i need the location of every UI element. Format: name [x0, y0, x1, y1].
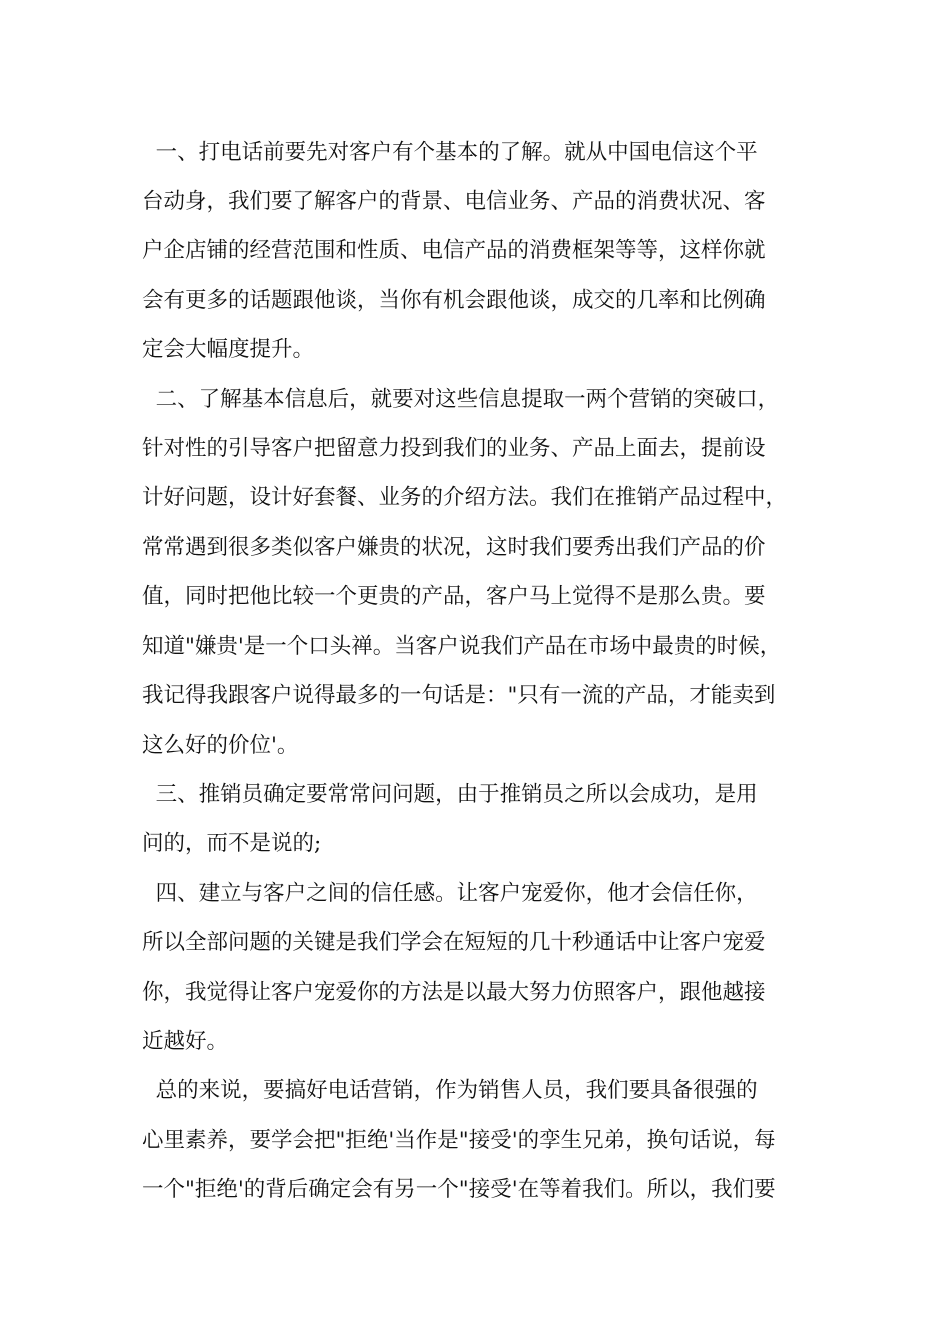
text-line: 你，我觉得让客户宠爱你的方法是以最大努力仿照客户，跟他越接: [142, 980, 766, 1005]
text-line: 问的，而不是说的;: [142, 831, 322, 856]
text-line: 心里素养，要学会把"拒绝'当作是"接受'的孪生兄弟，换句话说，每: [142, 1128, 776, 1153]
text-line: 台动身，我们要了解客户的背景、电信业务、产品的消费状况、客: [142, 189, 766, 214]
text-line: 近越好。: [142, 1029, 229, 1054]
text-line: 常常遇到很多类似客户嫌贵的状况，这时我们要秀出我们产品的价: [142, 535, 766, 560]
text-line: 三、推销员确定要常常问问题，由于推销员之所以会成功，是用: [142, 782, 758, 807]
text-line: 这么好的价位'。: [142, 733, 299, 758]
text-line: 知道"嫌贵'是一个口头禅。当客户说我们产品在市场中最贵的时候，: [142, 634, 782, 659]
text-line: 四、建立与客户之间的信任感。让客户宠爱你，他才会信任你，: [142, 881, 758, 906]
text-line: 计好问题，设计好套餐、业务的介绍方法。我们在推销产品过程中，: [142, 485, 788, 510]
text-line: 总的来说，要搞好电话营销，作为销售人员，我们要具备很强的: [142, 1078, 758, 1103]
text-line: 我记得我跟客户说得最多的一句话是："只有一流的产品，才能卖到: [142, 683, 776, 708]
text-line: 定会大幅度提升。: [142, 337, 315, 362]
text-line: 一个"拒绝'的背后确定会有另一个"接受'在等着我们。所以，我们要: [142, 1177, 776, 1202]
text-line: 一、打电话前要先对客户有个基本的了解。就从中国电信这个平: [142, 140, 758, 165]
text-line: 针对性的引导客户把留意力投到我们的业务、产品上面去，提前设: [142, 436, 766, 461]
text-line: 户企店铺的经营范围和性质、电信产品的消费框架等等，这样你就: [142, 238, 766, 263]
text-line: 会有更多的话题跟他谈，当你有机会跟他谈，成交的几率和比例确: [142, 288, 766, 313]
text-line: 值，同时把他比较一个更贵的产品，客户马上觉得不是那么贵。要: [142, 584, 766, 609]
text-line: 二、了解基本信息后，就要对这些信息提取一两个营销的突破口，: [142, 387, 780, 412]
text-line: 所以全部问题的关键是我们学会在短短的几十秒通话中让客户宠爱: [142, 930, 766, 955]
